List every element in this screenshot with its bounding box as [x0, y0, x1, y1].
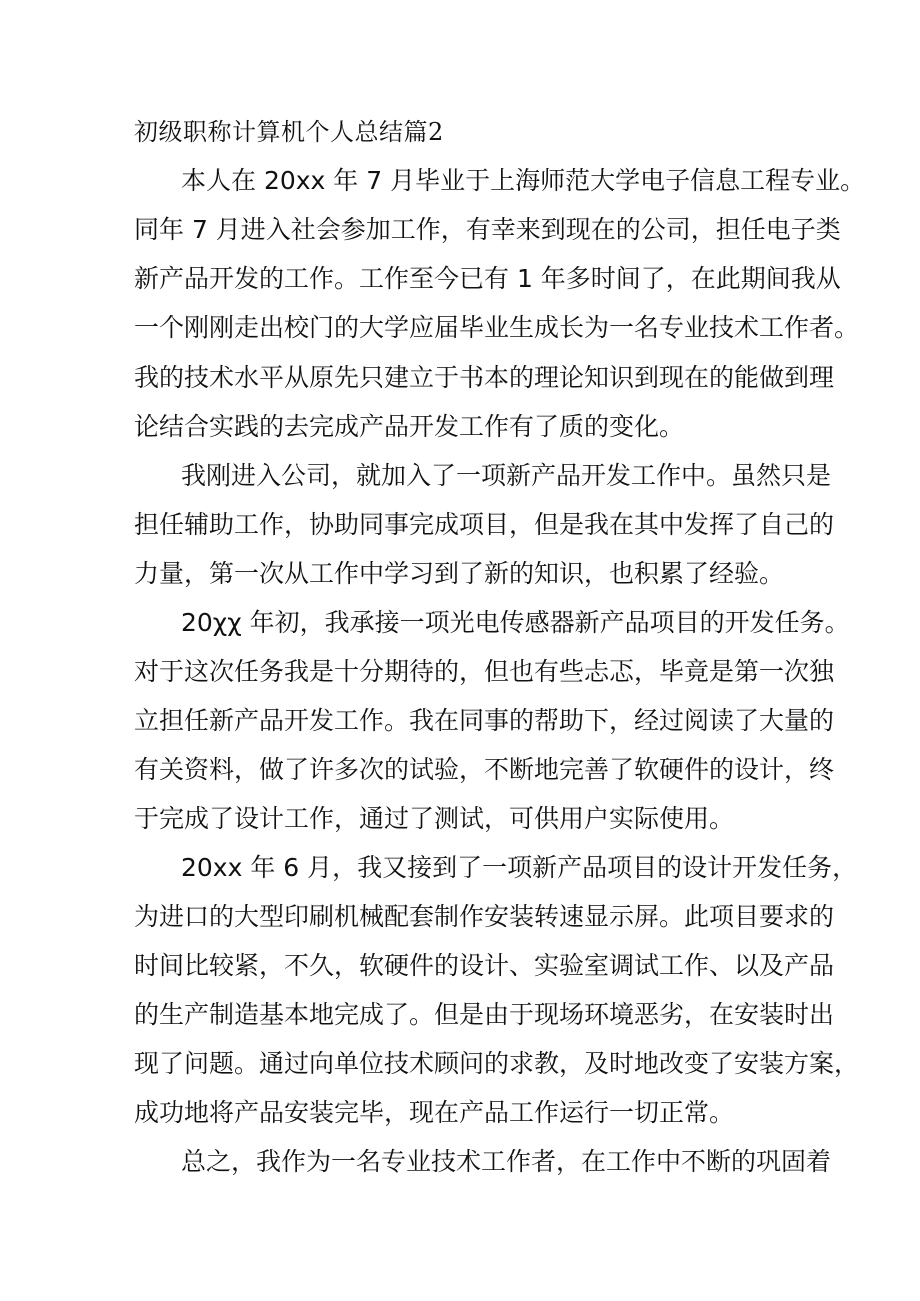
text-line: 同年 7 月进入社会参加工作，有幸来到现在的公司，担任电子类 — [134, 215, 841, 244]
text-line: 现了问题。通过向单位技术顾问的求教，及时地改变了安装方案， — [134, 1049, 860, 1078]
text-line: 力量，第一次从工作中学习到了新的知识，也积累了经验。 — [134, 559, 785, 588]
text-line: 一个刚刚走出校门的大学应届毕业生成长为一名专业技术工作者。 — [134, 313, 860, 342]
text-line: 有关资料，做了许多次的试验，不断地完善了软硬件的设计，终 — [134, 755, 835, 784]
text-line: 新产品开发的工作。工作至今已有 1 年多时间了，在此期间我从 — [134, 264, 841, 293]
document-title: 初级职称计算机个人总结篇2 — [134, 118, 444, 146]
text-line: 成功地将产品安装完毕，现在产品工作运行一切正常。 — [134, 1098, 735, 1127]
text-line: 我的技术水平从原先只建立于书本的理论知识到现在的能做到理 — [134, 363, 835, 392]
text-line: 本人在 20xx 年 7 月毕业于上海师范大学电子信息工程专业。 — [181, 166, 866, 195]
text-line: 立担任新产品开发工作。我在同事的帮助下，经过阅读了大量的 — [134, 706, 835, 735]
text-line: 担任辅助工作，协助同事完成项目，但是我在其中发挥了自己的 — [134, 510, 835, 539]
text-line: 的生产制造基本地完成了。但是由于现场环境恶劣，在安装时出 — [134, 1000, 835, 1029]
text-line: 对于这次任务我是十分期待的，但也有些忐忑，毕竟是第一次独 — [134, 657, 835, 686]
text-line: 时间比较紧，不久，软硬件的设计、实验室调试工作、以及产品 — [134, 951, 835, 980]
text-line: 我刚进入公司，就加入了一项新产品开发工作中。虽然只是 — [181, 461, 832, 490]
text-line: 为进口的大型印刷机械配套制作安装转速显示屏。此项目要求的 — [134, 902, 835, 931]
text-line: 于完成了设计工作，通过了测试，可供用户实际使用。 — [134, 804, 735, 833]
text-line: 20xx 年 6 月，我又接到了一项新产品项目的设计开发任务， — [181, 853, 858, 882]
text-line: 论结合实践的去完成产品开发工作有了质的变化。 — [134, 412, 685, 441]
text-line: 20χχ 年初，我承接一项光电传感器新产品项目的开发任务。 — [181, 608, 850, 637]
text-line: 总之，我作为一名专业技术工作者，在工作中不断的巩固着 — [181, 1147, 832, 1176]
